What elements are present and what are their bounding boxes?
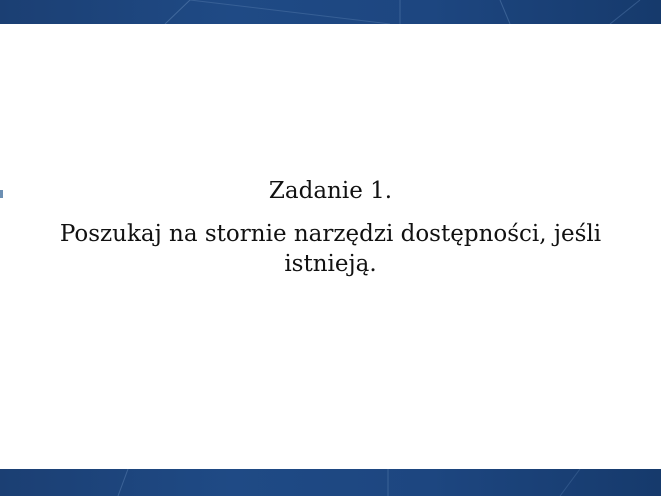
slide-body-text: Poszukaj na stornie narzędzi dostępności, jeśli istnieją. (59, 221, 602, 277)
slide-content (30, 175, 631, 279)
left-edge-mark (0, 190, 3, 198)
top-band-lines (0, 0, 661, 24)
top-decorative-band (0, 0, 661, 24)
slide-title: Zadanie 1. (268, 178, 393, 204)
bottom-decorative-band (0, 469, 661, 496)
bottom-band-lines (0, 469, 661, 496)
